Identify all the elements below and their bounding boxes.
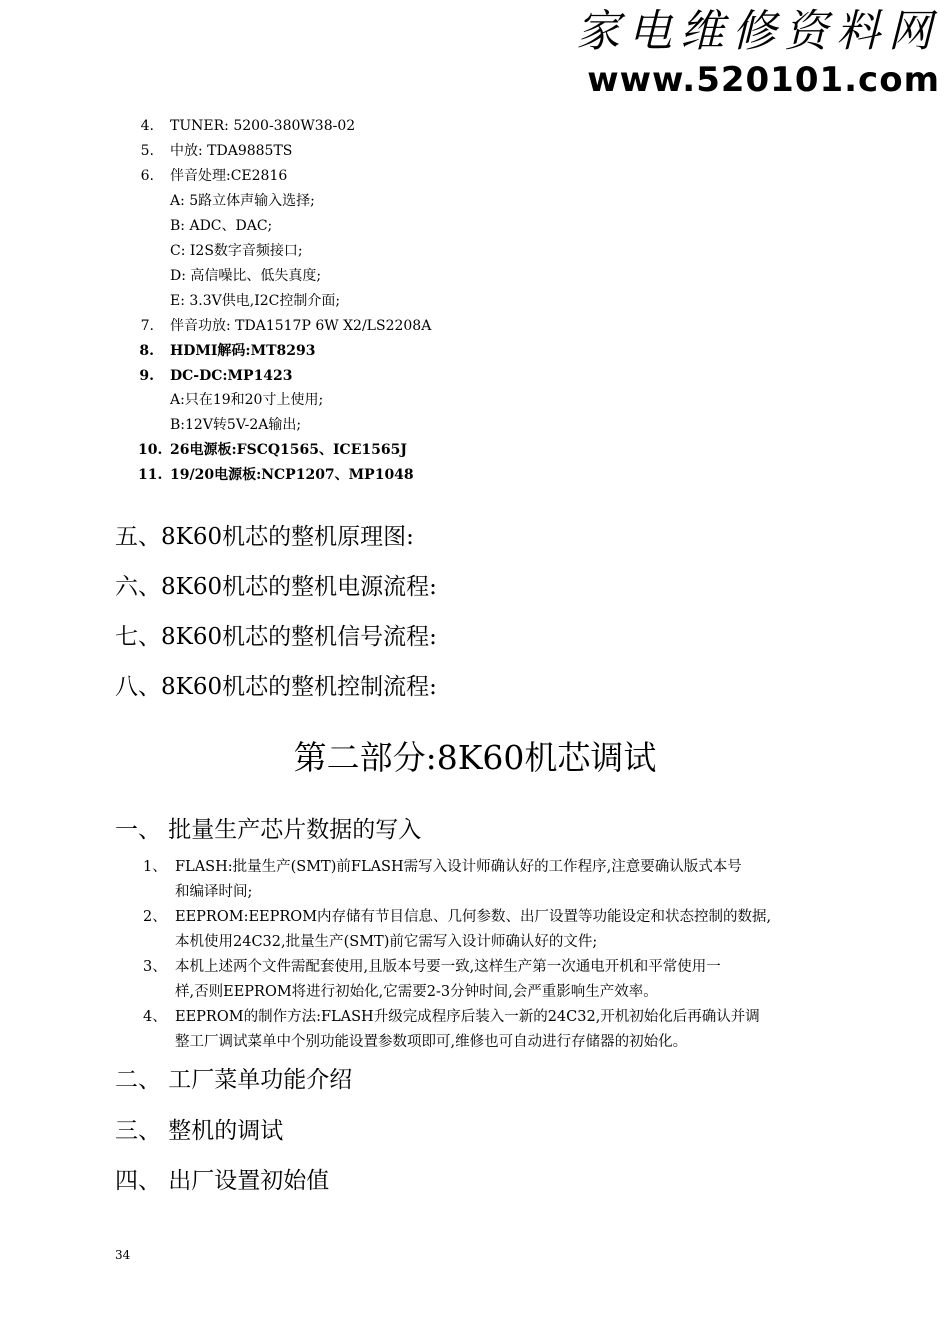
paragraph-line: FLASH:批量生产(SMT)前FLASH需写入设计师确认好的工作程序,注意要确认版式本号 bbox=[175, 859, 742, 875]
section-factory-defaults: 四、 出厂设置初始值 bbox=[115, 1168, 330, 1194]
spec-num: 6. bbox=[140, 168, 154, 184]
spec-item bbox=[140, 167, 288, 185]
paragraph-line: 样,否则EEPROM将进行初始化,它需要2-3分钟时间,会严重影响生产效率。 bbox=[175, 984, 658, 1000]
watermark bbox=[510, 4, 940, 100]
paragraph-line: 本机上述两个文件需配套使用,且版本号要一致,这样生产第一次通电开机和平常使用一 bbox=[175, 959, 721, 975]
paragraph-num: 2、 bbox=[143, 909, 167, 925]
paragraph bbox=[143, 955, 845, 1005]
paragraph-num: 1、 bbox=[143, 859, 167, 875]
paragraph-num: 4、 bbox=[143, 1009, 167, 1025]
spec-text: TUNER: 5200-380W38-02 bbox=[170, 118, 356, 134]
spec-item bbox=[138, 441, 407, 459]
spec-item bbox=[140, 117, 356, 135]
section-chip-data: 一、 批量生产芯片数据的写入 bbox=[115, 817, 422, 843]
paragraph-line: 整工厂调试菜单中个别功能设置参数项即可,维修也可自动进行存储器的初始化。 bbox=[175, 1034, 688, 1050]
spec-text: A:只在19和20寸上使用; bbox=[170, 392, 324, 408]
spec-item bbox=[170, 217, 272, 235]
spec-item bbox=[170, 292, 340, 310]
part-title: 第二部分:8K60机芯调试 bbox=[293, 738, 657, 777]
spec-item bbox=[139, 367, 293, 385]
paragraph-num: 3、 bbox=[143, 959, 167, 975]
spec-text: B:12V转5V-2A输出; bbox=[170, 417, 302, 433]
spec-text: D: 高信噪比、低失真度; bbox=[170, 268, 322, 284]
spec-item bbox=[170, 192, 315, 210]
spec-item bbox=[170, 391, 323, 409]
spec-num: 10. bbox=[138, 442, 163, 458]
spec-text: HDMI解码:MT8293 bbox=[170, 343, 316, 359]
spec-num: 7. bbox=[140, 318, 154, 334]
spec-item bbox=[170, 416, 301, 434]
spec-text: C: I2S数字音频接口; bbox=[170, 243, 303, 259]
section-factory-menu: 二、 工厂菜单功能介绍 bbox=[115, 1067, 353, 1093]
heading-control-flow: 八、8K60机芯的整机控制流程: bbox=[115, 674, 437, 700]
paragraph bbox=[143, 855, 845, 905]
spec-text: 中放: TDA9885TS bbox=[170, 143, 293, 159]
spec-text: DC-DC:MP1423 bbox=[170, 368, 293, 384]
spec-num: 8. bbox=[139, 343, 154, 359]
watermark-chinese: 家电维修资料网 bbox=[576, 6, 940, 57]
heading-schematic: 五、8K60机芯的整机原理图: bbox=[115, 524, 414, 550]
spec-text: 伴音功放: TDA1517P 6W X2/LS2208A bbox=[170, 318, 432, 334]
paragraph-line: EEPROM:EEPROM内存储有节目信息、几何参数、出厂设置等功能设定和状态控制的数据, bbox=[175, 909, 772, 925]
spec-num: 5. bbox=[140, 143, 154, 159]
paragraph bbox=[143, 1005, 845, 1055]
spec-item bbox=[170, 267, 321, 285]
spec-item bbox=[139, 342, 316, 360]
spec-text: E: 3.3V供电,I2C控制介面; bbox=[170, 293, 341, 309]
spec-text: 伴音处理:CE2816 bbox=[170, 168, 288, 184]
spec-num: 9. bbox=[139, 368, 154, 384]
spec-num: 11. bbox=[138, 467, 163, 483]
spec-num: 4. bbox=[140, 118, 154, 134]
paragraph bbox=[143, 905, 845, 955]
spec-item bbox=[140, 317, 432, 335]
paragraph-line: 本机使用24C32,批量生产(SMT)前它需写入设计师确认好的文件; bbox=[175, 934, 598, 950]
spec-item bbox=[140, 142, 293, 160]
page-number: 34 bbox=[115, 1248, 131, 1262]
heading-power-flow: 六、8K60机芯的整机电源流程: bbox=[115, 574, 437, 600]
spec-text: 26电源板:FSCQ1565、ICE1565J bbox=[170, 442, 407, 458]
watermark-url: www.520101.com bbox=[587, 60, 940, 100]
paragraph-line: 和编译时间; bbox=[175, 884, 253, 900]
paragraph-line: EEPROM的制作方法:FLASH升级完成程序后装入一新的24C32,开机初始化后再确认并调 bbox=[175, 1009, 760, 1025]
heading-signal-flow: 七、8K60机芯的整机信号流程: bbox=[115, 624, 437, 650]
spec-text: 19/20电源板:NCP1207、MP1048 bbox=[170, 467, 414, 483]
section-debugging: 三、 整机的调试 bbox=[115, 1118, 284, 1144]
spec-item bbox=[138, 466, 414, 484]
spec-text: B: ADC、DAC; bbox=[170, 218, 273, 234]
spec-item bbox=[170, 242, 303, 260]
spec-text: A: 5路立体声输入选择; bbox=[170, 193, 315, 209]
